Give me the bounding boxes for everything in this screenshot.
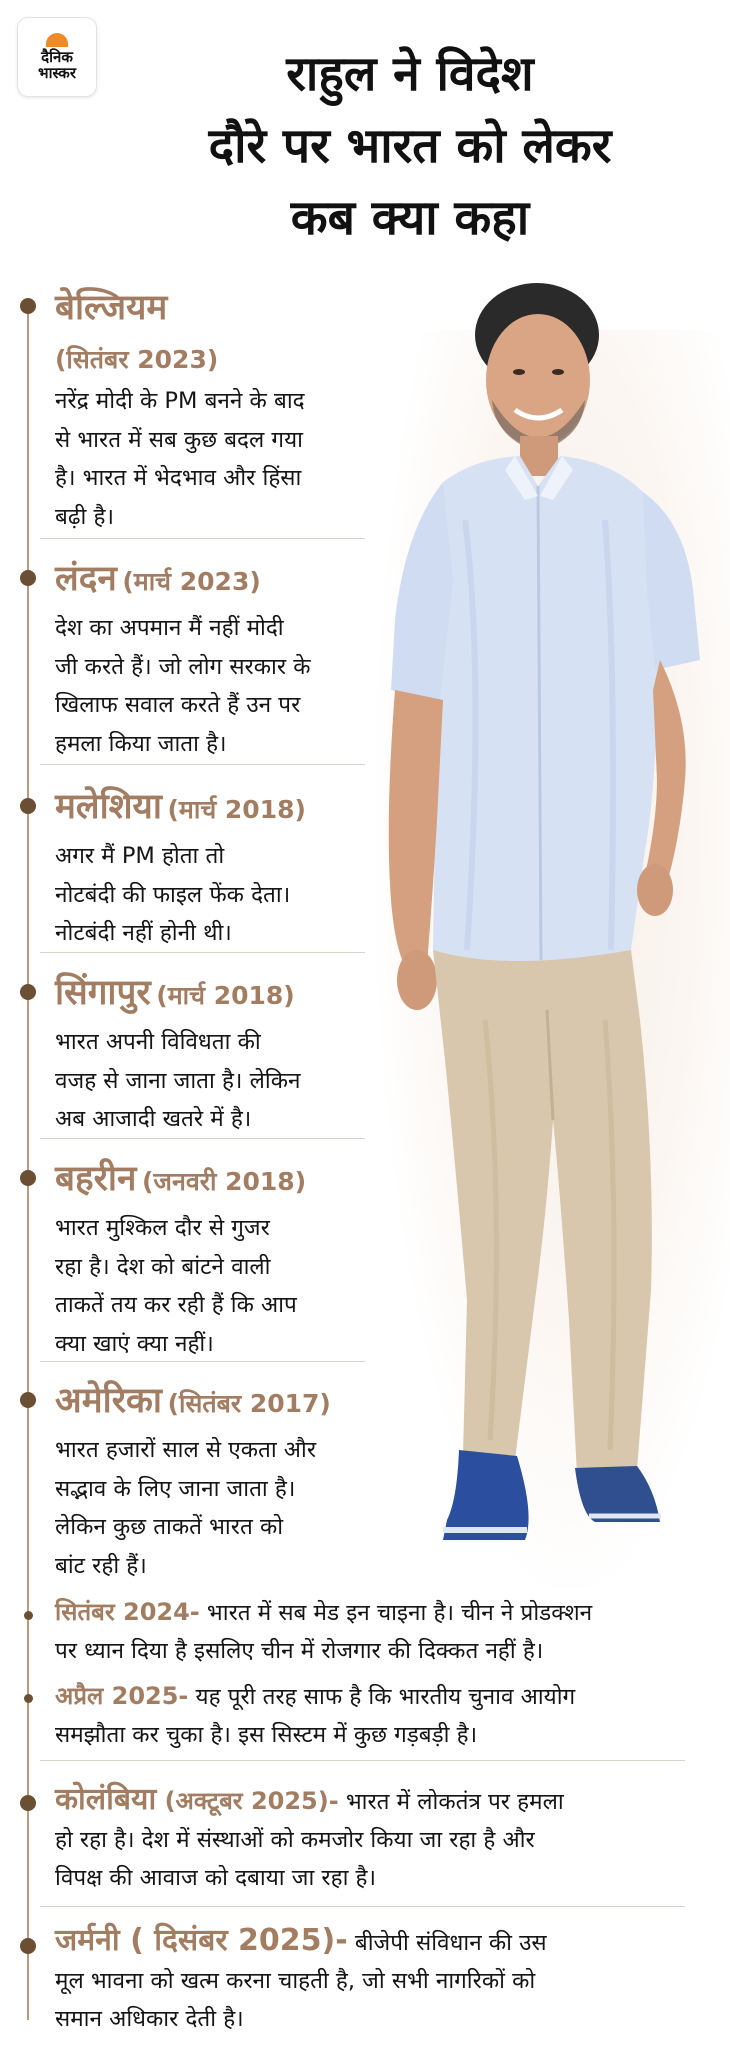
page-title <box>110 38 710 254</box>
entry-text-line: नोटबंदी नहीं होनी थी। <box>55 920 232 946</box>
dainik-bhaskar-logo <box>18 18 96 96</box>
entry-text-line: जी करते हैं। जो लोग सरकार के <box>55 653 311 680</box>
divider <box>40 1906 685 1907</box>
timeline-dot <box>20 1392 36 1408</box>
entry-date: (सितंबर 2023) <box>55 345 219 374</box>
entry-country: बहरीन <box>55 1159 137 1199</box>
entry-text-line: वजह से जाना जाता है। लेकिन <box>55 1067 301 1094</box>
entry-text-line: नरेंद्र मोदी के PM बनने के बाद <box>55 388 305 414</box>
timeline-dot <box>24 1694 33 1703</box>
entry-bahrain <box>55 1155 306 1363</box>
entry-text-line: अब आजादी खतरे में है। <box>55 1106 252 1132</box>
timeline-dot <box>20 1795 36 1811</box>
timeline-dot <box>20 1938 36 1954</box>
entry-apr-2025 <box>55 1677 575 1754</box>
entry-text-line: बांट रही हैं। <box>55 1552 147 1579</box>
entry-country: कोलंबिया <box>55 1782 157 1817</box>
logo-text-line1: दैनिक <box>41 48 73 66</box>
entry-text-line: लेकिन कुछ ताकतें भारत को <box>55 1514 284 1540</box>
logo-text-line2: भास्कर <box>38 64 76 82</box>
entry-text-line: देश का अपमान मैं नहीं मोदी <box>55 615 284 641</box>
entry-text-line: अगर मैं PM होता तो <box>55 843 225 869</box>
entry-country: सिंगापुर <box>55 973 151 1013</box>
divider <box>40 1361 365 1362</box>
entry-text-line: बढ़ी है। <box>55 503 114 530</box>
divider <box>40 952 365 953</box>
entry-text-line: सद्भाव के लिए जाना जाता है। <box>55 1475 296 1502</box>
entry-text-line: विपक्ष की आवाज को दबाया जा रहा है। <box>55 1865 377 1891</box>
timeline-dot <box>20 298 36 314</box>
divider <box>40 1760 685 1761</box>
entry-text-line: यह पूरी तरह साफ है कि भारतीय चुनाव आयोग <box>188 1684 576 1710</box>
divider <box>40 764 365 765</box>
entry-country: बेल्जियम <box>55 288 168 328</box>
title-line-1: राहुल ने विदेश <box>286 46 534 102</box>
entry-text-line: भारत हजारों साल से एकता और <box>55 1437 317 1463</box>
entry-america <box>55 1377 331 1585</box>
divider <box>40 538 365 539</box>
entry-text-line: है। भारत में भेदभाव और हिंसा <box>55 465 302 491</box>
rahul-gandhi-photo <box>355 260 730 1600</box>
entry-text-line: क्या खाएं क्या नहीं। <box>55 1330 214 1357</box>
entry-date: (मार्च 2023) <box>122 567 261 596</box>
entry-text-line: से भारत में सब कुछ बदल गया <box>55 426 303 453</box>
entry-text-line: बीजेपी संविधान की उस <box>347 1930 547 1956</box>
entry-text-line: पर ध्यान दिया है इसलिए चीन में रोजगार की दिक्कत नहीं है। <box>55 1638 544 1664</box>
entry-text-line: भारत मुश्किल दौर से गुजर <box>55 1215 270 1241</box>
timeline-line <box>27 310 29 2020</box>
timeline-dot <box>20 798 36 814</box>
divider <box>40 1138 365 1139</box>
entry-text-line: समान अधिकार देती है। <box>55 2006 244 2032</box>
entry-date: (सितंबर 2017) <box>167 1389 331 1418</box>
entry-text-line: रहा है। देश को बांटने वाली <box>55 1253 271 1280</box>
entry-text-line: मूल भावना को खत्म करना चाहती है, जो सभी नागरिकों को <box>55 1968 536 1994</box>
entry-date: (मार्च 2018) <box>156 981 295 1010</box>
entry-belgium <box>55 284 305 536</box>
entry-lead: सितंबर 2024- <box>55 1598 200 1626</box>
entry-text-line: समझौता कर चुका है। इस सिस्टम में कुछ गड़बड़ी है। <box>55 1722 478 1748</box>
entry-singapore <box>55 969 300 1139</box>
entry-text-line: भारत में सब मेड इन चाइना है। चीन ने प्रोडक्शन <box>199 1600 593 1626</box>
title-line-3: कब क्या कहा <box>290 190 530 246</box>
entry-london <box>55 555 311 763</box>
entry-country: मलेशिया <box>55 787 162 827</box>
timeline-dot <box>20 984 36 1000</box>
entry-text-line: भारत में लोकतंत्र पर हमला <box>338 1789 564 1815</box>
entry-country: अमेरिका <box>55 1381 162 1421</box>
entry-text-line: ताकतें तय कर रही हैं कि आप <box>55 1292 297 1318</box>
sun-logo-icon <box>46 33 68 47</box>
entry-date: (मार्च 2018) <box>167 795 306 824</box>
entry-date: (जनवरी 2018) <box>141 1167 307 1196</box>
entry-country: जर्मनी ( दिसंबर 2025)- <box>55 1923 348 1958</box>
timeline-dot <box>24 1611 33 1620</box>
entry-text-line: हमला किया जाता है। <box>55 730 227 757</box>
timeline-dot <box>20 1170 36 1186</box>
entry-country: लंदन <box>55 559 117 599</box>
entry-text-line: नोटबंदी की फाइल फेंक देता। <box>55 881 291 908</box>
entry-germany <box>55 1922 547 2038</box>
entry-text-line: खिलाफ सवाल करते हैं उन पर <box>55 692 301 718</box>
entry-malaysia <box>55 783 306 953</box>
title-line-2: दौरे पर भारत को लेकर <box>208 118 612 174</box>
entry-sep-2024 <box>55 1593 592 1670</box>
entry-lead: अप्रैल 2025- <box>55 1682 189 1710</box>
entry-text-line: हो रहा है। देश में संस्थाओं को कमजोर किया जा रहा है और <box>55 1827 535 1853</box>
timeline-dot <box>20 570 36 586</box>
entry-colombia <box>55 1781 564 1897</box>
entry-text-line: भारत अपनी विविधता की <box>55 1029 261 1055</box>
entry-date: (अक्टूबर 2025)- <box>156 1787 339 1815</box>
